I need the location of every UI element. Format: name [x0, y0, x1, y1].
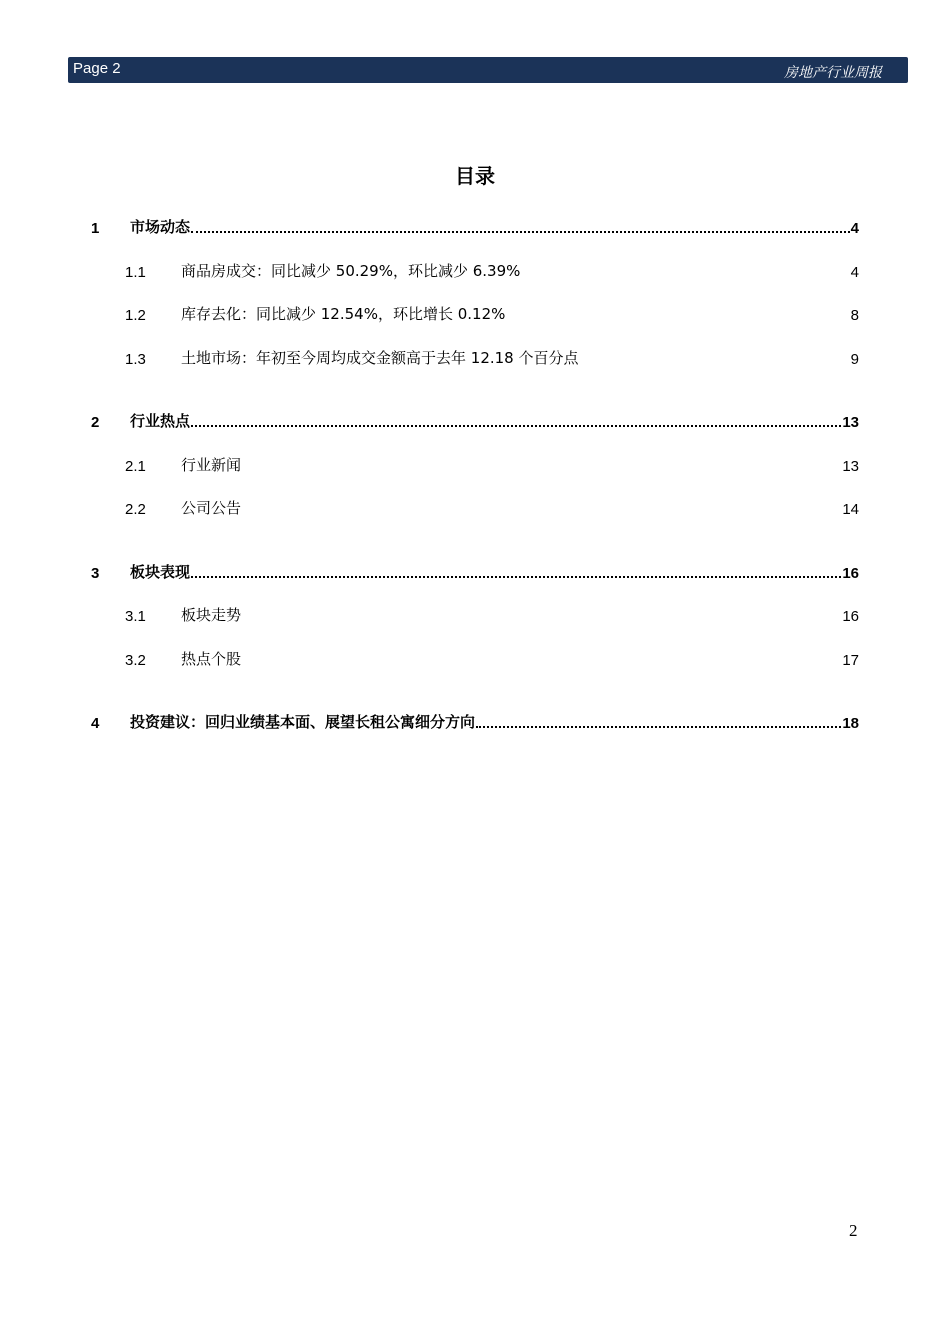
toc-entry-text: 土地市场：年初至今周均成交金额高于去年 12.18 个百分点 — [181, 349, 579, 367]
toc-entry-number: 3 — [91, 565, 100, 582]
toc-entry-page: 18 — [842, 715, 859, 732]
toc-entry-3-2[interactable] — [125, 649, 859, 669]
toc-entry-number: 2 — [91, 414, 100, 431]
toc-entry-number: 2.2 — [125, 501, 146, 518]
toc-entry-page: 9 — [850, 351, 859, 368]
toc-entry-4[interactable] — [91, 712, 859, 732]
toc-entry-2[interactable] — [91, 411, 859, 431]
toc-entry-page: 13 — [842, 458, 859, 475]
toc-entry-text: 板块表现 — [130, 563, 191, 581]
toc-entry-number: 2.1 — [125, 458, 146, 475]
toc-leader-dots — [191, 231, 850, 233]
toc-entry-text: 投资建议：回归业绩基本面、展望长租公寓细分方向 — [130, 713, 476, 731]
toc-entry-text: 公司公告 — [181, 499, 242, 517]
toc-entry-page: 4 — [850, 264, 859, 281]
toc-entry-page: 16 — [842, 565, 859, 582]
toc-entry-number: 3.1 — [125, 608, 146, 625]
toc-entry-text: 市场动态 — [130, 218, 191, 236]
toc-entry-number: 1.3 — [125, 351, 146, 368]
toc-entry-text: 行业新闻 — [181, 456, 242, 474]
toc-leader-dots — [191, 576, 841, 578]
toc-entry-number: 1.1 — [125, 264, 146, 281]
toc-entry-text: 热点个股 — [181, 650, 242, 668]
toc-entry-page: 4 — [850, 220, 859, 237]
toc-leader-dots — [191, 425, 841, 427]
toc-entry-1-3[interactable] — [125, 348, 859, 368]
toc-entry-1[interactable] — [91, 217, 859, 237]
toc-entry-3-1[interactable] — [125, 605, 859, 625]
toc-entry-page: 16 — [842, 608, 859, 625]
report-title: 房地产行业周报 — [784, 65, 882, 81]
toc-entry-number: 3.2 — [125, 652, 146, 669]
toc-entry-number: 1.2 — [125, 307, 146, 324]
toc-entry-text: 商品房成交：同比减少 50.29%，环比减少 6.39% — [181, 262, 521, 280]
toc-leader-dots — [476, 726, 841, 728]
toc-entry-2-1[interactable] — [125, 455, 859, 475]
toc-entry-text: 板块走势 — [181, 606, 242, 624]
toc-entry-page: 14 — [842, 501, 859, 518]
toc-entry-text: 行业热点 — [130, 412, 191, 430]
header-bar — [68, 57, 908, 83]
toc-title: 目录 — [455, 164, 495, 188]
page-label: Page 2 — [73, 60, 121, 77]
toc-entry-number: 4 — [91, 715, 100, 732]
page-number: 2 — [849, 1221, 858, 1240]
toc-entry-1-1[interactable] — [125, 261, 859, 281]
toc-entry-number: 1 — [91, 220, 100, 237]
toc-entry-page: 17 — [842, 652, 859, 669]
toc-entry-page: 13 — [842, 414, 859, 431]
toc-entry-3[interactable] — [91, 562, 859, 582]
toc-entry-text: 库存去化：同比减少 12.54%，环比增长 0.12% — [181, 305, 506, 323]
toc-entry-page: 8 — [850, 307, 859, 324]
toc-entry-1-2[interactable] — [125, 304, 859, 324]
toc-entry-2-2[interactable] — [125, 498, 859, 518]
